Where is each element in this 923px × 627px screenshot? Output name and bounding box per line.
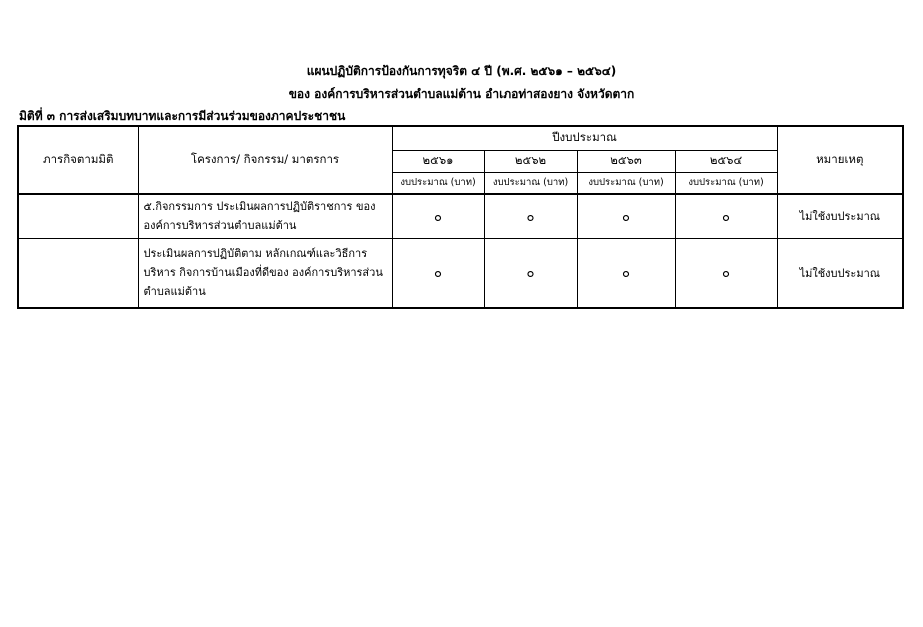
header-budget-unit: งบประมาณ (บาท) bbox=[484, 172, 577, 194]
plan-table bbox=[17, 125, 904, 309]
header-year-2562: ๒๕๖๒ bbox=[484, 150, 577, 172]
cell-budget: ๐ bbox=[392, 194, 484, 238]
cell-project: ๕.กิจกรรมการ ประเมินผลการปฏิบัติราชการ ของ องค์การบริหารส่วนตำบลแม่ต้าน bbox=[138, 194, 392, 238]
cell-remark: ไม่ใช้งบประมาณ bbox=[777, 194, 903, 238]
cell-budget: ๐ bbox=[577, 194, 675, 238]
table-row bbox=[18, 194, 903, 238]
cell-budget: ๐ bbox=[484, 194, 577, 238]
header-budget-unit: งบประมาณ (บาท) bbox=[577, 172, 675, 194]
cell-budget: ๐ bbox=[675, 194, 777, 238]
dimension-heading: มิติที่ ๓ การส่งเสริมบทบาทและการมีส่วนร่วมของภาคประชาชน bbox=[19, 109, 346, 123]
header-year-2561: ๒๕๖๑ bbox=[392, 150, 484, 172]
header-year-2563: ๒๕๖๓ bbox=[577, 150, 675, 172]
cell-mission bbox=[18, 194, 138, 238]
header-year-2564: ๒๕๖๔ bbox=[675, 150, 777, 172]
document-title-line2: ของ องค์การบริหารส่วนตำบลแม่ต้าน อำเภอท่าสองยาง จังหวัดตาก bbox=[288, 87, 635, 101]
header-budget-unit: งบประมาณ (บาท) bbox=[392, 172, 484, 194]
header-mission: ภารกิจตามมิติ bbox=[18, 126, 138, 194]
cell-budget: ๐ bbox=[577, 238, 675, 308]
header-budget-year: ปีงบประมาณ bbox=[392, 126, 777, 150]
cell-project: ประเมินผลการปฏิบัติตาม หลักเกณฑ์และวิธีการบริหาร กิจการบ้านเมืองที่ดีของ องค์การบริหารส่วนตำบลแม่ต้าน bbox=[138, 238, 392, 308]
cell-remark: ไม่ใช้งบประมาณ bbox=[777, 238, 903, 308]
document-title-line1: แผนปฏิบัติการป้องกันการทุจริต ๔ ปี (พ.ศ. ๒๕๖๑ – ๒๕๖๔) bbox=[306, 64, 617, 78]
header-remark: หมายเหตุ bbox=[777, 126, 903, 194]
cell-budget: ๐ bbox=[392, 238, 484, 308]
cell-mission bbox=[18, 238, 138, 308]
header-budget-unit: งบประมาณ (บาท) bbox=[675, 172, 777, 194]
header-projects: โครงการ/ กิจกรรม/ มาตรการ bbox=[138, 126, 392, 194]
cell-budget: ๐ bbox=[675, 238, 777, 308]
cell-budget: ๐ bbox=[484, 238, 577, 308]
table-row bbox=[18, 238, 903, 308]
